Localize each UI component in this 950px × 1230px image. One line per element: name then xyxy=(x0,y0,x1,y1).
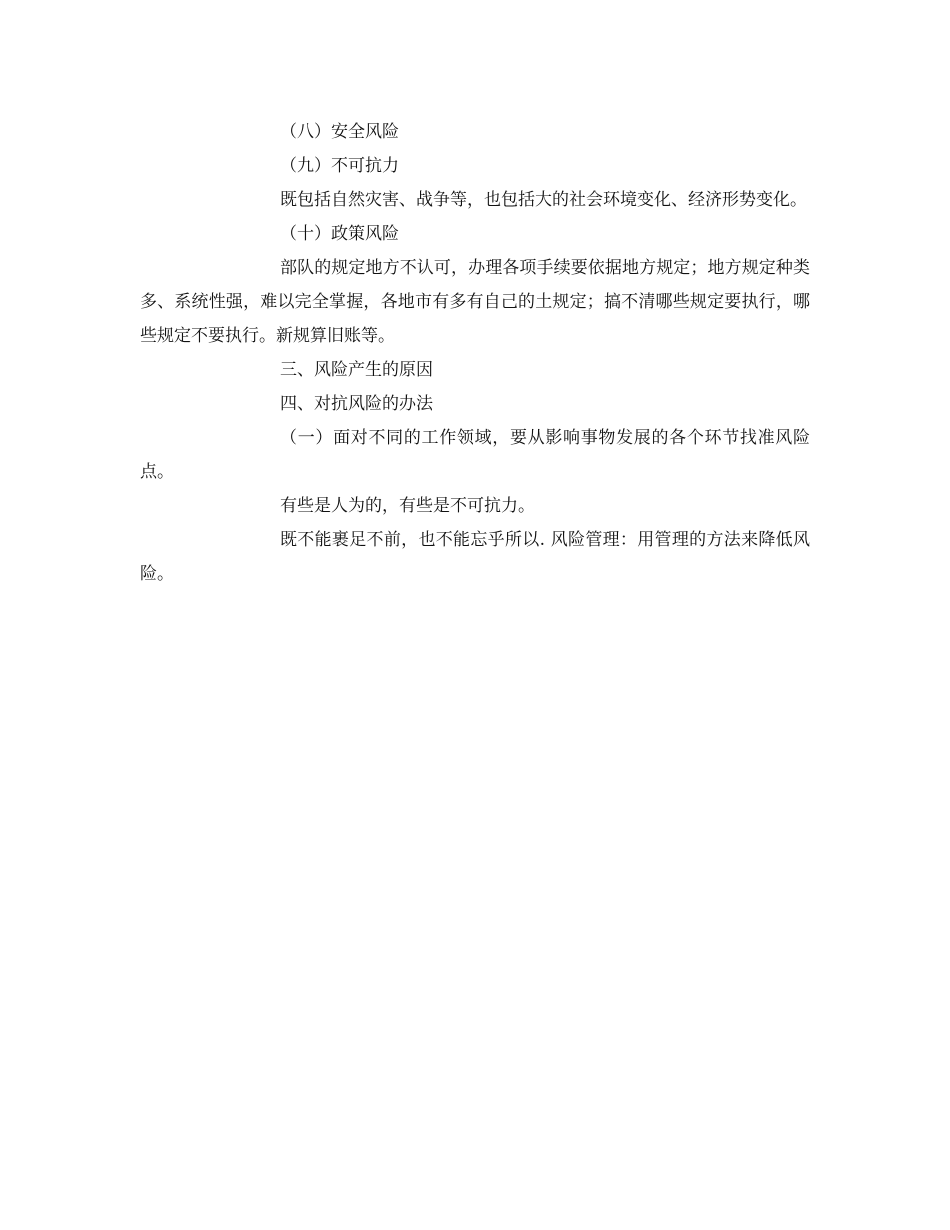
paragraph-policy-risk-detail: 部队的规定地方不认可，办理各项手续要依据地方规定；地方规定种类多、系统性强，难以完全掌握，各地市有多有自己的土规定；搞不清哪些规定要执行，哪些规定不要执行。新规算旧账等。 xyxy=(140,258,810,346)
heading-risk-countermeasures: 四、对抗风险的办法 xyxy=(280,394,433,414)
heading-policy-risk: （十）政策风险 xyxy=(280,224,399,244)
paragraph-countermeasure-one: （一）面对不同的工作领域，要从影响事物发展的各个环节找准风险点。 xyxy=(140,428,810,482)
heading-safety-risk: （八）安全风险 xyxy=(280,122,399,142)
paragraph-force-majeure-detail: 既包括自然灾害、战争等，也包括大的社会环境变化、经济形势变化。 xyxy=(280,190,807,210)
heading-force-majeure: （九）不可抗力 xyxy=(280,156,399,176)
heading-risk-causes: 三、风险产生的原因 xyxy=(280,360,433,380)
paragraph-human-factors: 有些是人为的，有些是不可抗力。 xyxy=(280,496,535,516)
document-body xyxy=(140,115,810,591)
paragraph-risk-management: 既不能裹足不前，也不能忘乎所以. 风险管理：用管理的方法来降低风险。 xyxy=(140,530,810,584)
